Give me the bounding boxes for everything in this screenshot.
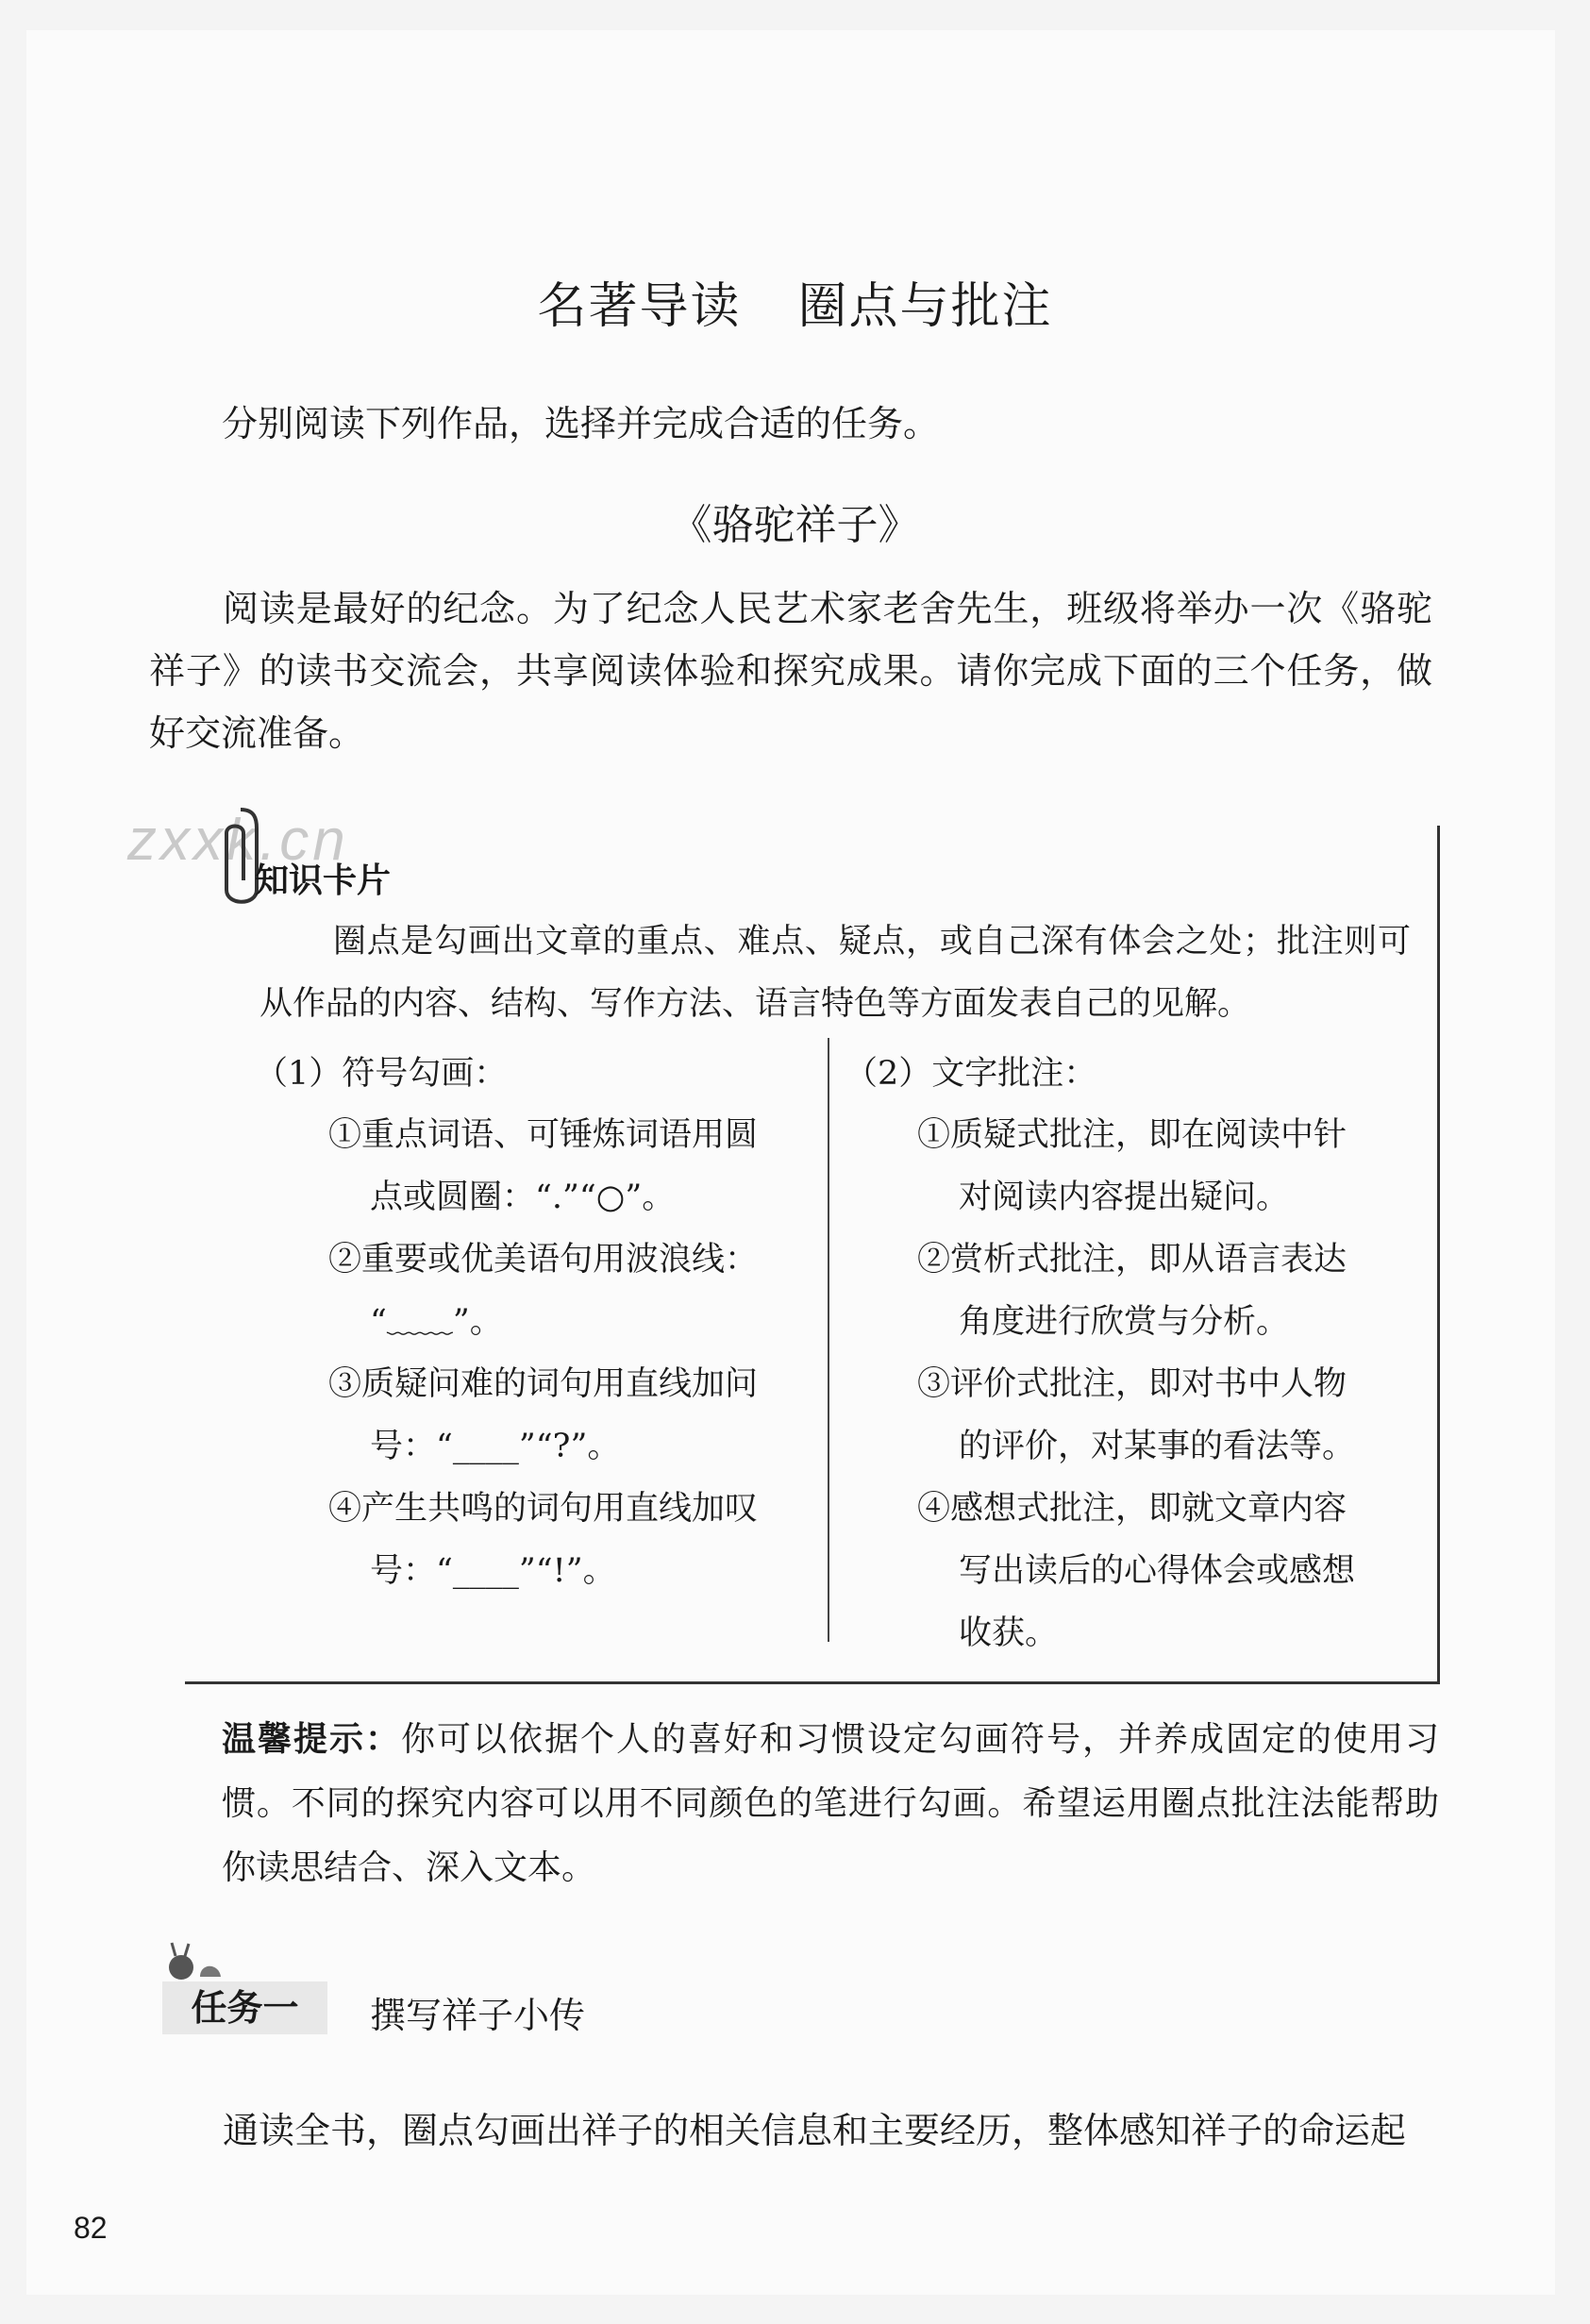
right-heading: （2）文字批注： — [845, 1055, 1097, 1093]
left-item-1-line2: 点或圆圈：“.”“○”。 — [370, 1179, 676, 1216]
right-item-1-line2: 对阅读内容提出疑问。 — [959, 1179, 1290, 1216]
left-item-4-line2: 号：“____”“!”。 — [370, 1552, 616, 1590]
left-item-4-line1: ④产生共鸣的词句用直线加叹 — [328, 1490, 759, 1528]
right-item-1-line1: ①质疑式批注，即在阅读中针 — [917, 1116, 1347, 1154]
snail-icon — [162, 1939, 228, 1981]
title-part2: 圈点与批注 — [797, 278, 1053, 335]
hint-text: 你可以依据个人的喜好和习惯设定勾画符号，并养成固定的使用习惯。不同的探究内容可以用不同颜色的笔进行勾画。希望运用圈点批注法能帮助你读思结合、深入文本。 — [222, 1720, 1439, 1887]
right-item-4-line3: 收获。 — [959, 1614, 1059, 1652]
paragraph-1: 阅读是最好的纪念。为了纪念人民艺术家老舍先生，班级将举办一次《骆驼祥子》的读书交流会，共享阅读体验和探究成果。请你完成下面的三个任务，做好交流准备。 — [149, 588, 1432, 754]
watermark: zxxk.cn — [127, 808, 349, 873]
card-title: 知识卡片 — [255, 861, 392, 900]
card-text: 圈点是勾画出文章的重点、难点、疑点，或自己深有体会之处；批注则可从作品的内容、结构、写作方法、语言特色等方面发表自己的见解。 — [259, 923, 1411, 1023]
intro-text: 分别阅读下列作品，选择并完成合适的任务。 — [222, 403, 940, 444]
right-item-3-line1: ③评价式批注，即对书中人物 — [917, 1365, 1347, 1403]
left-heading: （1）符号勾画： — [255, 1055, 508, 1093]
column-divider — [828, 1038, 829, 1642]
book-title: 《骆驼祥子》 — [670, 501, 920, 549]
right-item-2-line2: 角度进行欣赏与分析。 — [959, 1303, 1290, 1341]
hint-label: 温馨提示： — [222, 1720, 401, 1759]
task-badge: 任务一 — [162, 1981, 327, 2034]
left-item-1-line1: ①重点词语、可锤炼词语用圆 — [328, 1116, 759, 1154]
right-item-2-line1: ②赏析式批注，即从语言表达 — [917, 1241, 1347, 1279]
page-number: 82 — [74, 2211, 108, 2245]
right-item-4-line1: ④感想式批注，即就文章内容 — [917, 1490, 1347, 1528]
left-item-2-line1: ②重要或优美语句用波浪线： — [328, 1241, 759, 1279]
right-item-4-line2: 写出读后的心得体会或感想 — [959, 1552, 1356, 1590]
task-title: 撰写祥子小传 — [370, 1995, 586, 2036]
page-title — [0, 266, 1590, 337]
left-item-3-line2: 号：“____”“?”。 — [370, 1428, 621, 1465]
paragraph-2: 通读全书，圈点勾画出祥子的相关信息和主要经历，整体感知祥子的命运起 — [223, 2110, 1407, 2151]
hint-block — [222, 1708, 1439, 1900]
left-item-3-line1: ③质疑问难的词句用直线加问 — [328, 1365, 759, 1403]
title-part1: 名著导读 — [537, 278, 742, 335]
left-item-2-line2: “﹏﹏”。 — [370, 1303, 503, 1341]
right-item-3-line2: 的评价，对某事的看法等。 — [959, 1428, 1356, 1465]
